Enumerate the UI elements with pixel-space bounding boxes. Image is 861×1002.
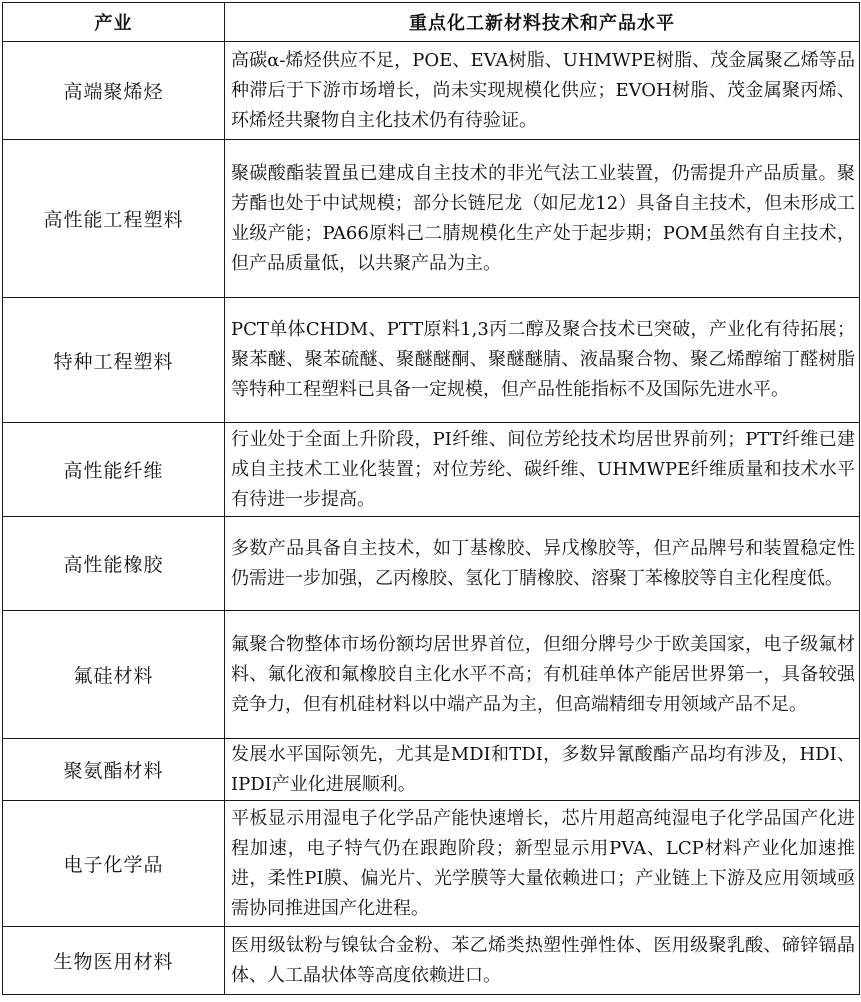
industry-cell: 高性能纤维 bbox=[3, 423, 225, 517]
industry-cell: 高性能工程塑料 bbox=[3, 140, 225, 298]
header-technology-level: 重点化工新材料技术和产品水平 bbox=[225, 3, 860, 42]
industry-cell: 高端聚烯烃 bbox=[3, 42, 225, 140]
table-header-row bbox=[3, 3, 860, 42]
table-row bbox=[3, 423, 860, 517]
materials-table bbox=[2, 2, 860, 995]
table-row bbox=[3, 927, 860, 995]
industry-cell: 特种工程塑料 bbox=[3, 298, 225, 423]
industry-cell: 聚氨酯材料 bbox=[3, 739, 225, 801]
description-cell: 氟聚合物整体市场份额均居世界首位，但细分牌号少于欧美国家，电子级氟材料、氟化液和氟橡胶自主化水平不高；有机硅单体产能居世界第一，具备较强竞争力，但有机硅材料以中端产品为主，但高端精细专用领域产品不足。 bbox=[225, 611, 860, 739]
table-row bbox=[3, 739, 860, 801]
description-cell: 高碳α-烯烃供应不足，POE、EVA树脂、UHMWPE树脂、茂金属聚乙烯等品种滞后于下游市场增长，尚未实现规模化供应；EVOH树脂、茂金属聚丙烯、环烯烃共聚物自主化技术仍有待验证。 bbox=[225, 42, 860, 140]
industry-cell: 电子化学品 bbox=[3, 801, 225, 927]
description-cell: 平板显示用湿电子化学品产能快速增长，芯片用超高纯湿电子化学品国产化进程加速，电子特气仍在跟跑阶段；新型显示用PVA、LCP材料产业化加速推进，柔性PI膜、偏光片、光学膜等大量依赖进口；产业链上下游及应用领域亟需协同推进国产化进程。 bbox=[225, 801, 860, 927]
industry-cell: 氟硅材料 bbox=[3, 611, 225, 739]
industry-cell: 生物医用材料 bbox=[3, 927, 225, 995]
description-cell: 医用级钛粉与镍钛合金粉、苯乙烯类热塑性弹性体、医用级聚乳酸、碲锌镉晶体、人工晶状体等高度依赖进口。 bbox=[225, 927, 860, 995]
table-row bbox=[3, 42, 860, 140]
table-row bbox=[3, 517, 860, 611]
table-row bbox=[3, 611, 860, 739]
industry-cell: 高性能橡胶 bbox=[3, 517, 225, 611]
table-row bbox=[3, 298, 860, 423]
table-row bbox=[3, 801, 860, 927]
table-row bbox=[3, 140, 860, 298]
header-industry: 产业 bbox=[3, 3, 225, 42]
description-cell: 聚碳酸酯装置虽已建成自主技术的非光气法工业装置，仍需提升产品质量。聚芳酯也处于中试规模；部分长链尼龙（如尼龙12）具备自主技术，但未形成工业级产能；PA66原料己二腈规模化生产处于起步期；POM虽然有自主技术，但产品质量低，以共聚产品为主。 bbox=[225, 140, 860, 298]
description-cell: 行业处于全面上升阶段，PI纤维、间位芳纶技术均居世界前列；PTT纤维已建成自主技术工业化装置；对位芳纶、碳纤维、UHMWPE纤维质量和技术水平有待进一步提高。 bbox=[225, 423, 860, 517]
description-cell: 多数产品具备自主技术，如丁基橡胶、异戊橡胶等，但产品牌号和装置稳定性仍需进一步加强，乙丙橡胶、氢化丁腈橡胶、溶聚丁苯橡胶等自主化程度低。 bbox=[225, 517, 860, 611]
description-cell: 发展水平国际领先，尤其是MDI和TDI，多数异氰酸酯产品均有涉及，HDI、IPDI产业化进展顺利。 bbox=[225, 739, 860, 801]
description-cell: PCT单体CHDM、PTT原料1,3丙二醇及聚合技术已突破，产业化有待拓展；聚苯醚、聚苯硫醚、聚醚醚酮、聚醚醚腈、液晶聚合物、聚乙烯醇缩丁醛树脂等特种工程塑料已具备一定规模，但产品性能指标不及国际先进水平。 bbox=[225, 298, 860, 423]
